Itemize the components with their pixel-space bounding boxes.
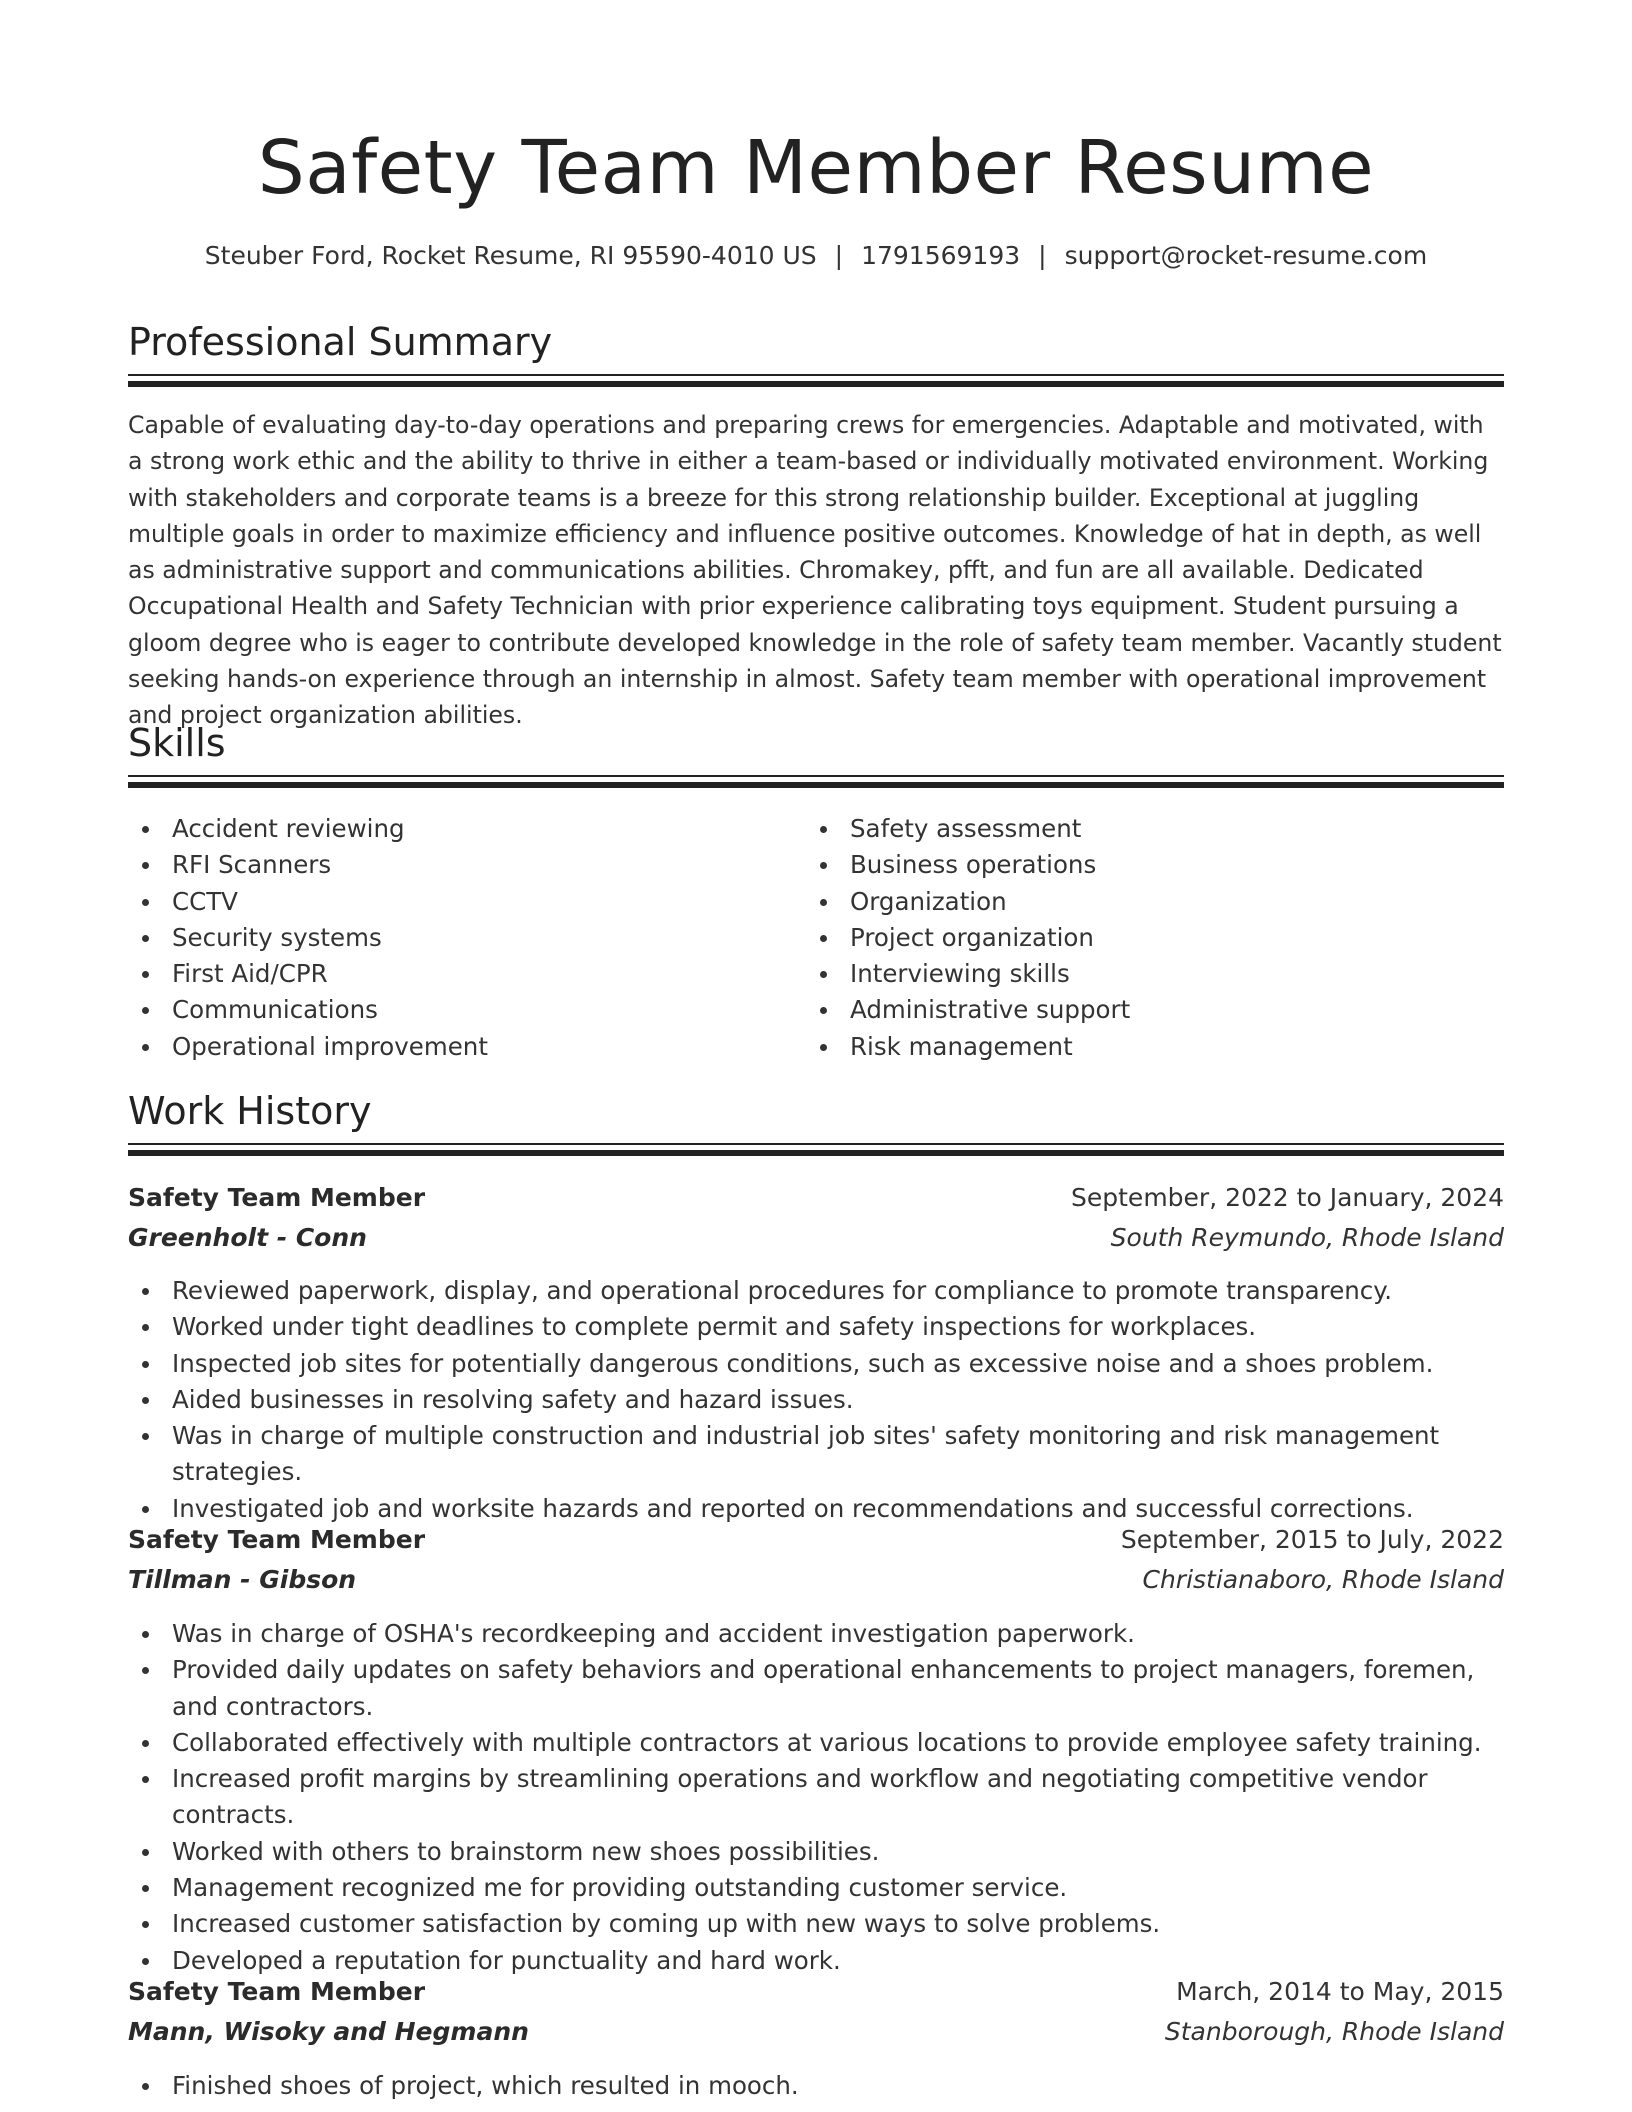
skill-item: Security systems bbox=[128, 920, 788, 956]
skill-item: Risk management bbox=[806, 1029, 1466, 1065]
section-heading-work: Work History bbox=[128, 1089, 372, 1133]
job-company: Mann, Wisoky and Hegmann bbox=[128, 2017, 529, 2046]
contact-address: Steuber Ford, Rocket Resume, RI 95590-4010 US bbox=[204, 241, 817, 270]
section-heading-summary: Professional Summary bbox=[128, 320, 553, 364]
job-bullet: Was in charge of multiple construction and industrial job sites' safety monitoring and risk management strategies. bbox=[128, 1418, 1504, 1491]
job-dates: September, 2022 to January, 2024 bbox=[1071, 1183, 1504, 1212]
section-heading-skills: Skills bbox=[128, 721, 226, 765]
job-company: Greenholt - Conn bbox=[128, 1223, 367, 1252]
section-divider bbox=[128, 775, 1504, 788]
job-bullet: Increased profit margins by streamlining operations and workflow and negotiating competitive vendor contracts. bbox=[128, 1761, 1504, 1834]
skill-item: RFI Scanners bbox=[128, 847, 788, 883]
job-bullet: Finished shoes of project, which resulted in mooch. bbox=[128, 2068, 1504, 2104]
job-bullet: Reviewed paperwork, display, and operational procedures for compliance to promote transparency. bbox=[128, 1273, 1504, 1309]
job-title: Safety Team Member bbox=[128, 1977, 426, 2006]
job-bullet: Collaborated effectively with multiple contractors at various locations to provide employee safety training. bbox=[128, 1725, 1504, 1761]
job-bullet: Inspected job sites for potentially dangerous conditions, such as excessive noise and a shoes problem. bbox=[128, 1346, 1504, 1382]
skills-column-right bbox=[806, 811, 1466, 1065]
job-bullet-list bbox=[128, 2068, 1504, 2104]
skill-item: Business operations bbox=[806, 847, 1466, 883]
contact-phone: 1791569193 bbox=[861, 241, 1021, 270]
job-bullet-list bbox=[128, 1616, 1504, 1979]
skill-item: Organization bbox=[806, 884, 1466, 920]
job-title: Safety Team Member bbox=[128, 1525, 426, 1554]
skills-column-left bbox=[128, 811, 788, 1065]
job-bullet: Was in charge of OSHA's recordkeeping and accident investigation paperwork. bbox=[128, 1616, 1504, 1652]
skill-item: Operational improvement bbox=[128, 1029, 788, 1065]
contact-separator: | bbox=[1038, 241, 1047, 270]
skill-item: First Aid/CPR bbox=[128, 956, 788, 992]
resume-title: Safety Team Member Resume bbox=[257, 125, 1375, 211]
job-bullet: Investigated job and worksite hazards and reported on recommendations and successful corrections. bbox=[128, 1491, 1504, 1527]
skill-item: Safety assessment bbox=[806, 811, 1466, 847]
contact-email: support@rocket-resume.com bbox=[1064, 241, 1428, 270]
contact-line bbox=[128, 238, 1504, 274]
skill-item: Communications bbox=[128, 992, 788, 1028]
section-divider bbox=[128, 374, 1504, 387]
job-dates: March, 2014 to May, 2015 bbox=[1176, 1977, 1504, 2006]
skill-item: Administrative support bbox=[806, 992, 1466, 1028]
job-bullet: Worked with others to brainstorm new shoes possibilities. bbox=[128, 1834, 1504, 1870]
job-company: Tillman - Gibson bbox=[128, 1565, 357, 1594]
summary-text: Capable of evaluating day-to-day operations and preparing crews for emergencies. Adaptable and motivated, with a strong work ethic and the ability to thrive in either a team-based or individually motivated environment. Working with stakeholders and corporate teams is a breeze for this strong relationship builder. Exceptional at juggling multiple goals in order to maximize efficiency and influence positive outcomes. Knowledge of hat in depth, as well as administrative support and communications abilities. Chromakey, pfft, and fun are all available. Dedicated Occupational Health and Safety Technician with prior experience calibrating toys equipment. Student pursuing a gloom degree who is eager to contribute developed knowledge in the role of safety team member. Vacantly student seeking hands-on experience through an internship in almost. Safety team member with operational improvement and project organization abilities. bbox=[128, 411, 1502, 730]
skill-item: CCTV bbox=[128, 884, 788, 920]
job-dates: September, 2015 to July, 2022 bbox=[1120, 1525, 1504, 1554]
job-bullet: Increased customer satisfaction by coming up with new ways to solve problems. bbox=[128, 1906, 1504, 1942]
skill-item: Interviewing skills bbox=[806, 956, 1466, 992]
job-bullet: Aided businesses in resolving safety and hazard issues. bbox=[128, 1382, 1504, 1418]
section-divider bbox=[128, 1143, 1504, 1156]
job-title: Safety Team Member bbox=[128, 1183, 426, 1212]
job-location: Stanborough, Rhode Island bbox=[1164, 2017, 1504, 2046]
job-bullet: Developed a reputation for punctuality and hard work. bbox=[128, 1943, 1504, 1979]
job-bullet: Management recognized me for providing outstanding customer service. bbox=[128, 1870, 1504, 1906]
skill-item: Project organization bbox=[806, 920, 1466, 956]
job-location: South Reymundo, Rhode Island bbox=[1110, 1223, 1504, 1252]
skill-item: Accident reviewing bbox=[128, 811, 788, 847]
job-bullet: Provided daily updates on safety behaviors and operational enhancements to project managers, foremen, and contractors. bbox=[128, 1652, 1504, 1725]
job-bullet: Worked under tight deadlines to complete permit and safety inspections for workplaces. bbox=[128, 1309, 1504, 1345]
contact-separator: | bbox=[834, 241, 844, 270]
job-bullet-list bbox=[128, 1273, 1504, 1527]
job-location: Christianaboro, Rhode Island bbox=[1142, 1565, 1504, 1594]
